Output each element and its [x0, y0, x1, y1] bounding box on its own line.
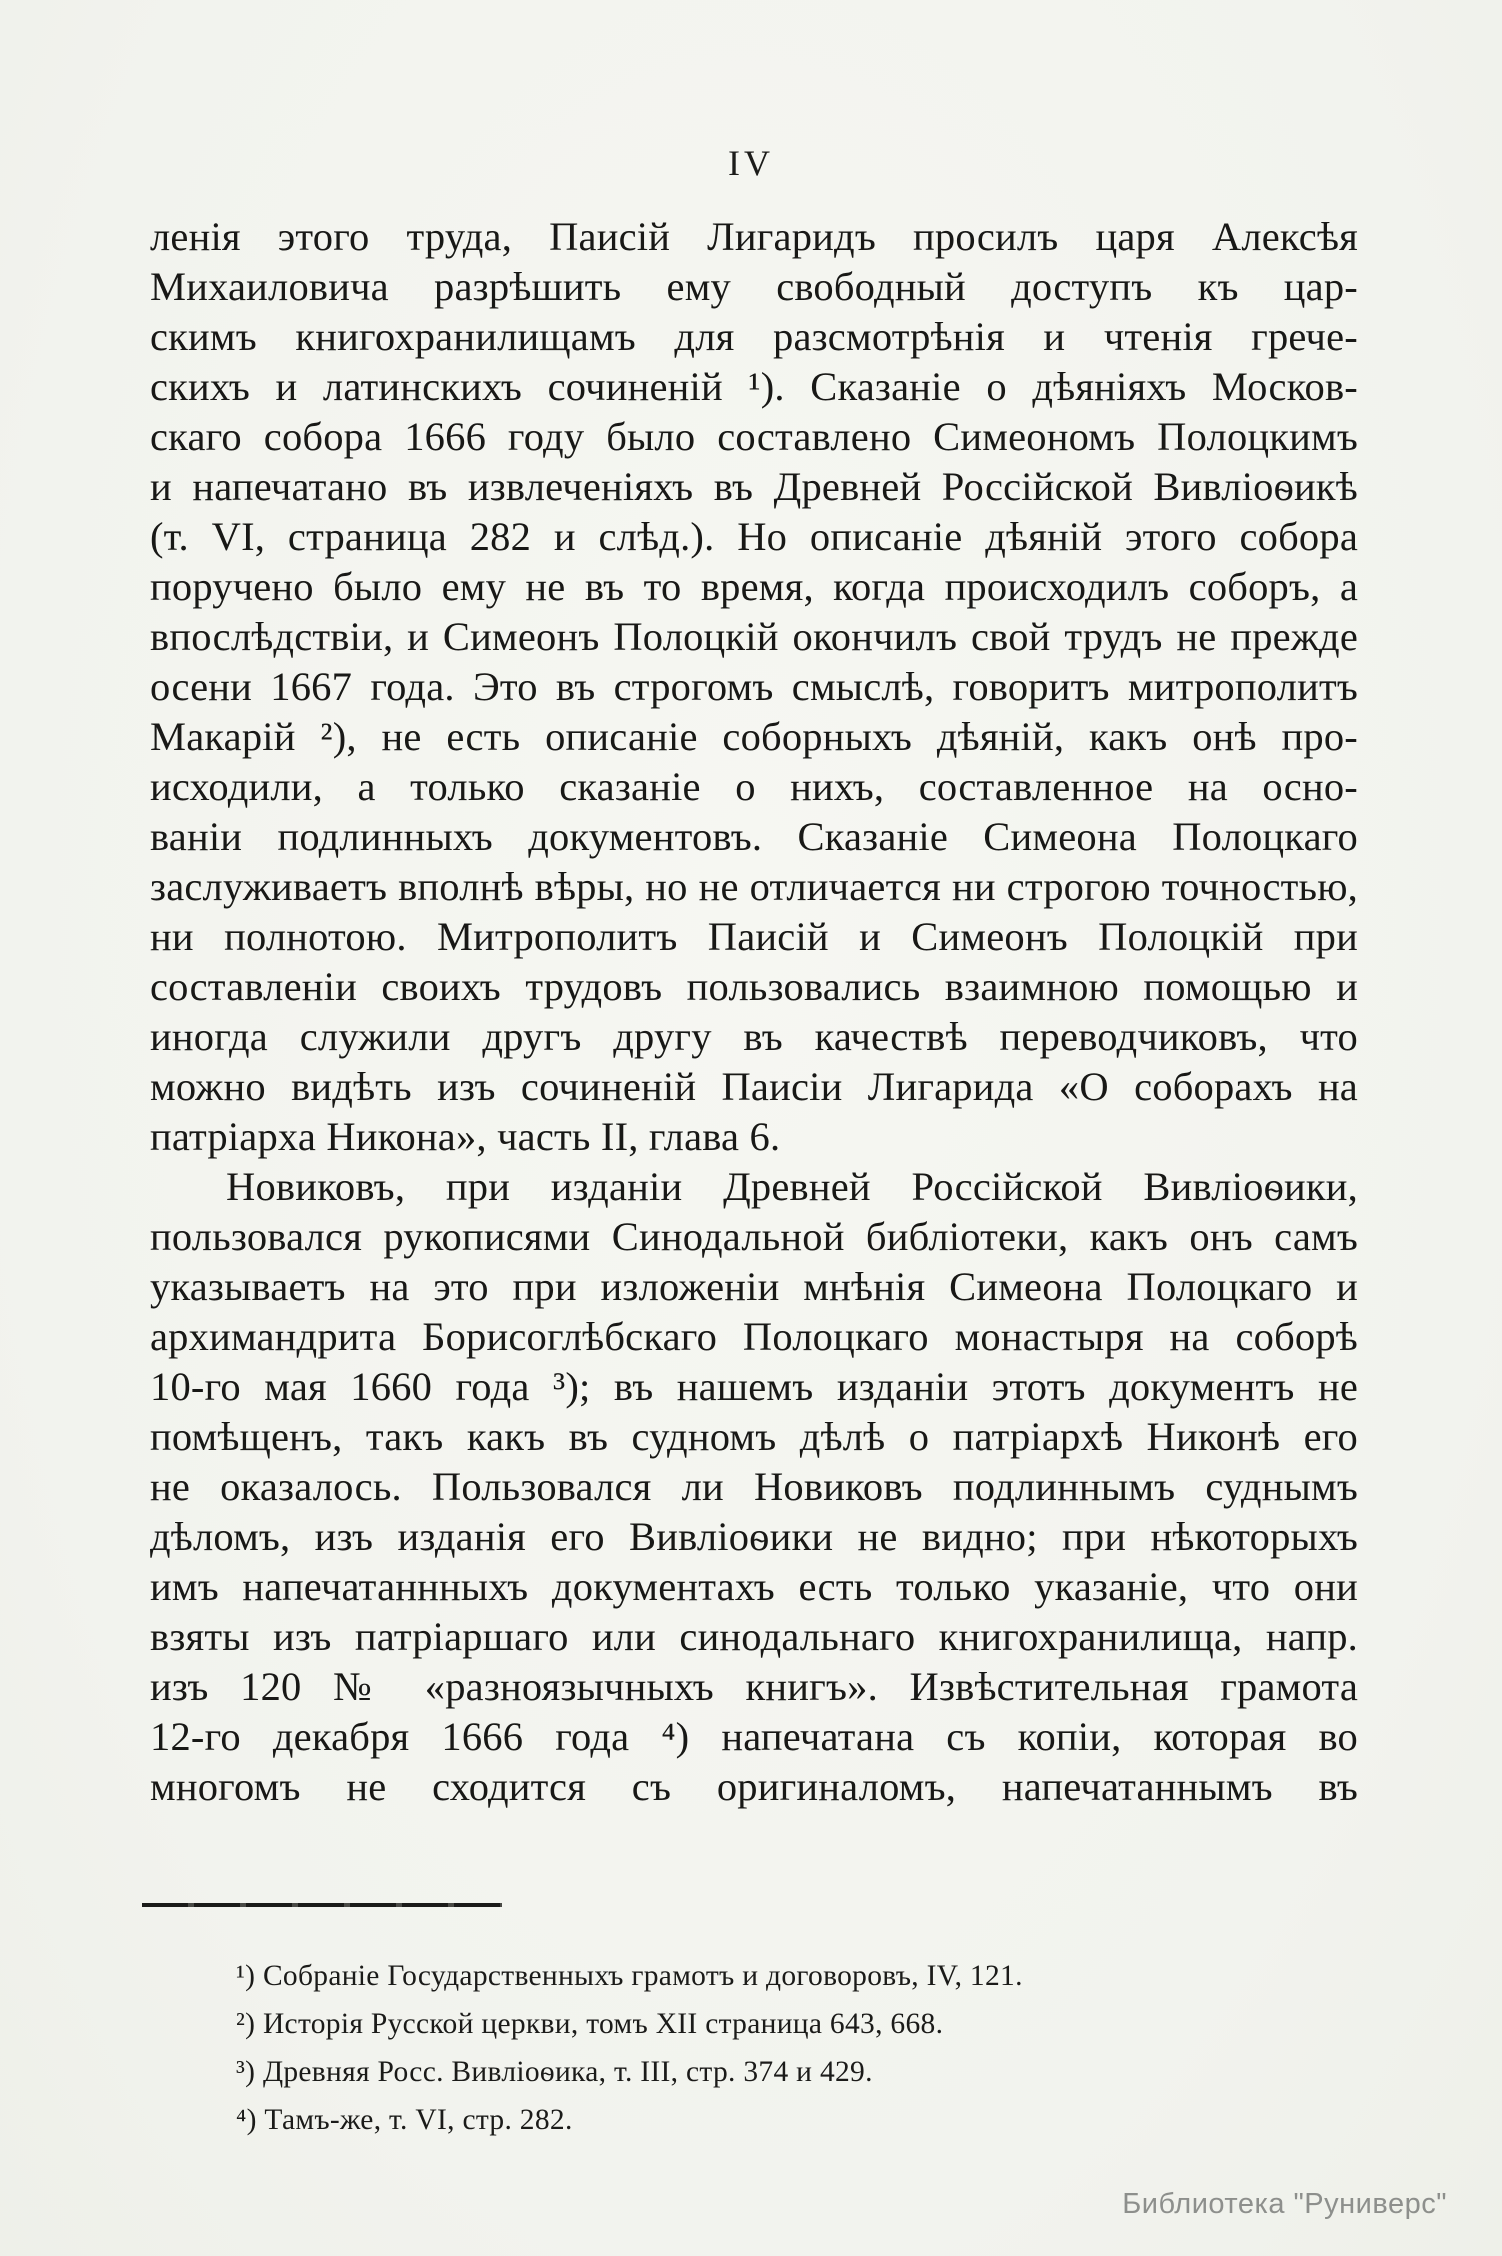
text-line: 10-го мая 1660 года ³); въ нашемъ изданіи этотъ документъ не — [150, 1364, 1358, 1409]
text-line: указываетъ на это при изложеніи мнѣнія Симеона Полоцкаго и — [150, 1264, 1358, 1309]
footnote-line: ⁴) Тамъ-же, т. VI, стр. 282. — [236, 2104, 573, 2136]
text-line: Михаиловича разрѣшить ему свободный доступъ къ цар- — [150, 264, 1358, 309]
text-line: многомъ не сходится съ оригиналомъ, напечатаннымъ въ — [150, 1764, 1358, 1809]
text-line: пользовался рукописями Синодальной библіотеки, какъ онъ самъ — [150, 1214, 1358, 1259]
text-line: ни полнотою. Митрополитъ Паисій и Симеонъ Полоцкій при — [150, 914, 1358, 959]
text-line: Макарій ²), не есть описаніе соборныхъ дѣяній, какъ онѣ про- — [150, 714, 1358, 759]
text-line: ваніи подлинныхъ документовъ. Сказаніе Симеона Полоцкаго — [150, 814, 1358, 859]
text-line: патріарха Никона», часть II, глава 6. — [150, 1114, 781, 1159]
footnote-separator — [142, 1903, 502, 1907]
library-watermark: Библиотека "Руниверс" — [1122, 2188, 1447, 2220]
text-line: исходили, а только сказаніе о нихъ, составленное на осно- — [150, 764, 1358, 809]
paragraph — [150, 1162, 1358, 1812]
text-line: помѣщенъ, такъ какъ въ судномъ дѣлѣ о патріархѣ Никонѣ его — [150, 1414, 1358, 1459]
text-line: поручено было ему не въ то время, когда происходилъ соборъ, а — [150, 564, 1358, 609]
body-text — [150, 212, 1358, 1812]
text-line: изъ 120 № «разноязычныхъ книгъ». Извѣстительная грамота — [150, 1664, 1358, 1709]
text-line: не оказалось. Пользовался ли Новиковъ подлиннымъ суднымъ — [150, 1464, 1358, 1509]
text-line: Новиковъ, при изданіи Древней Россійской Вивліоѳики, — [226, 1164, 1358, 1209]
text-line: (т. VI, страница 282 и слѣд.). Но описаніе дѣяній этого собора — [150, 514, 1358, 559]
text-line: ленія этого труда, Паисій Лигаридъ просилъ царя Алексѣя — [150, 214, 1358, 259]
text-line: архимандрита Борисоглѣбскаго Полоцкаго монастыря на соборѣ — [150, 1314, 1358, 1359]
text-line: составленіи своихъ трудовъ пользовались взаимною помощью и — [150, 964, 1358, 1009]
text-line: скаго собора 1666 году было составлено Симеономъ Полоцкимъ — [150, 414, 1358, 459]
footnote-line: ³) Древняя Росс. Вивліоѳика, т. III, стр. 374 и 429. — [236, 2056, 873, 2088]
text-line: осени 1667 года. Это въ строгомъ смыслѣ, говоритъ митрополитъ — [150, 664, 1358, 709]
text-line: имъ напечатаннныхъ документахъ есть только указаніе, что они — [150, 1564, 1358, 1609]
footnote-line: ²) Исторія Русской церкви, томъ XII страница 643, 668. — [236, 2008, 944, 2040]
page-number: IV — [728, 143, 774, 183]
text-line: можно видѣть изъ сочиненій Паисіи Лигарида «О соборахъ на — [150, 1064, 1358, 1109]
text-line: 12-го декабря 1666 года ⁴) напечатана съ копіи, которая во — [150, 1714, 1358, 1759]
text-line: иногда служили другъ другу въ качествѣ переводчиковъ, что — [150, 1014, 1358, 1059]
text-line: скимъ книгохранилищамъ для разсмотрѣнія и чтенія грече- — [150, 314, 1358, 359]
text-line: дѣломъ, изъ изданія его Вивліоѳики не видно; при нѣкоторыхъ — [150, 1514, 1358, 1559]
footnote-line: ¹) Собраніе Государственныхъ грамотъ и договоровъ, IV, 121. — [236, 1960, 1023, 1992]
text-line: и напечатано въ извлеченіяхъ въ Древней Россійской Вивліоѳикѣ — [150, 464, 1358, 509]
text-line: впослѣдствіи, и Симеонъ Полоцкій окончилъ свой трудъ не прежде — [150, 614, 1358, 659]
text-line: взяты изъ патріаршаго или синодальнаго книгохранилища, напр. — [150, 1614, 1358, 1659]
footnotes — [236, 1952, 1296, 2144]
text-line: заслуживаетъ вполнѣ вѣры, но не отличается ни строгою точностью, — [150, 864, 1358, 909]
paragraph — [150, 212, 1358, 1162]
text-line: скихъ и латинскихъ сочиненій ¹). Сказаніе о дѣяніяхъ Москов- — [150, 364, 1358, 409]
